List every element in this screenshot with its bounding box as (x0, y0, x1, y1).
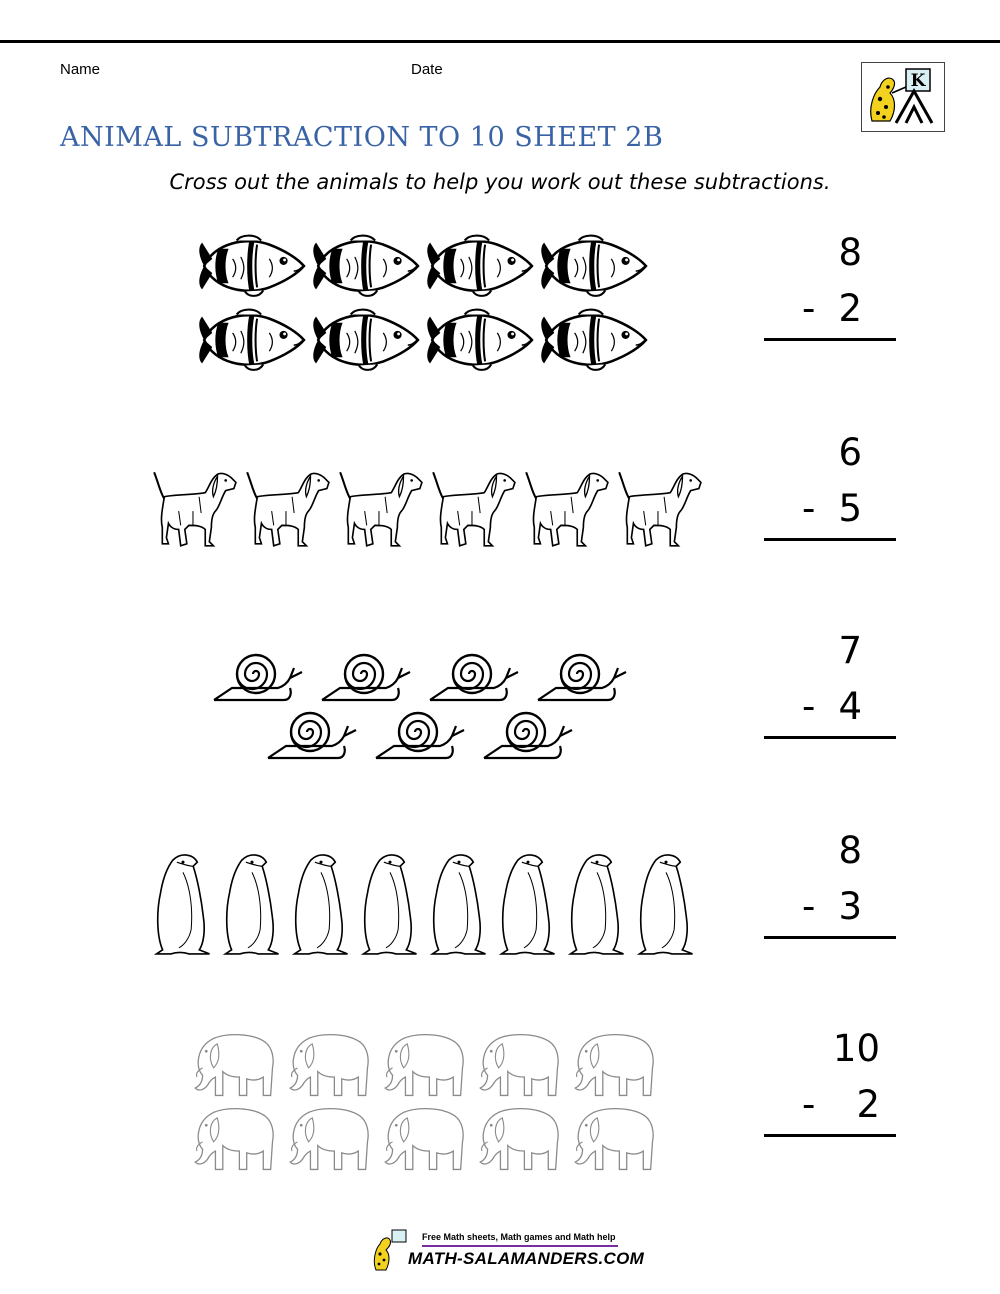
fish-icon (199, 310, 304, 370)
penguin-icon (363, 855, 416, 954)
subtrahend: 4 (838, 685, 862, 728)
minuend: 10 (832, 1027, 880, 1070)
subtraction-3 (764, 629, 896, 742)
minus-sign: - (802, 885, 816, 928)
dog-icon (247, 472, 329, 546)
elephant-icon (385, 1035, 463, 1096)
subtrahend: 2 (856, 1083, 880, 1126)
penguin-icon (570, 855, 623, 954)
fish-group (196, 234, 656, 376)
instructions: Cross out the animals to help you work out these subtractions. (169, 170, 831, 194)
fish-icon (427, 310, 532, 370)
subtrahend: 2 (838, 287, 862, 330)
problem-4 (0, 826, 1000, 986)
answer-line (764, 736, 896, 739)
dog-icon (154, 472, 236, 546)
snail-icon (484, 713, 572, 758)
minus-sign: - (802, 1083, 816, 1126)
problem-1 (0, 228, 1000, 388)
elephant-icon (385, 1109, 463, 1170)
penguin-icon (639, 855, 692, 954)
penguin-icon (294, 855, 347, 954)
elephant-icon (575, 1035, 653, 1096)
math-salamanders-logo (861, 62, 945, 132)
snail-icon (430, 655, 518, 700)
name-label: Name (60, 61, 101, 78)
penguin-icon (432, 855, 485, 954)
problem-2 (0, 428, 1000, 588)
minuend: 7 (838, 629, 862, 672)
dog-group (148, 464, 708, 554)
penguin-icon (501, 855, 554, 954)
snail-icon (538, 655, 626, 700)
problem-3 (0, 626, 1000, 786)
elephant-icon (290, 1035, 368, 1096)
penguin-icon (156, 855, 209, 954)
fish-icon (541, 236, 646, 296)
elephant-icon (480, 1035, 558, 1096)
answer-line (764, 538, 896, 541)
footer-rule (422, 1245, 618, 1247)
answer-line (764, 338, 896, 341)
dog-icon (526, 472, 608, 546)
subtrahend: 5 (838, 487, 862, 530)
elephant-group (186, 1030, 666, 1180)
snail-icon (268, 713, 356, 758)
minus-sign: - (802, 287, 816, 330)
fish-icon (199, 236, 304, 296)
snail-icon (376, 713, 464, 758)
snail-icon (214, 655, 302, 700)
subtrahend: 3 (838, 885, 862, 928)
top-rule (0, 40, 1000, 43)
dog-icon (433, 472, 515, 546)
logo-letter: K (910, 71, 926, 91)
salamander-icon (370, 1228, 410, 1274)
fish-icon (427, 236, 532, 296)
problem-5 (0, 1026, 1000, 1186)
answer-line (764, 1134, 896, 1137)
fish-icon (313, 310, 418, 370)
elephant-icon (195, 1109, 273, 1170)
minuend: 8 (838, 829, 862, 872)
minuend: 6 (838, 431, 862, 474)
elephant-icon (290, 1109, 368, 1170)
dog-icon (340, 472, 422, 546)
page-title: ANIMAL SUBTRACTION TO 10 SHEET 2B (60, 122, 664, 153)
date-label: Date (411, 61, 443, 78)
snail-group (212, 652, 642, 764)
footer-logo (370, 1228, 645, 1274)
penguin-group (152, 854, 704, 960)
fish-icon (313, 236, 418, 296)
subtraction-2 (764, 431, 896, 544)
minuend: 8 (838, 231, 862, 274)
footer-tagline: Free Math sheets, Math games and Math help (422, 1232, 616, 1242)
minus-sign: - (802, 487, 816, 530)
snail-icon (322, 655, 410, 700)
elephant-icon (195, 1035, 273, 1096)
answer-line (764, 936, 896, 939)
fish-icon (541, 310, 646, 370)
minus-sign: - (802, 685, 816, 728)
penguin-icon (225, 855, 278, 954)
dog-icon (619, 472, 701, 546)
elephant-icon (575, 1109, 653, 1170)
elephant-icon (480, 1109, 558, 1170)
footer-site-name: MATH-SALAMANDERS.COM (408, 1249, 645, 1268)
subtraction-5 (764, 1027, 896, 1140)
subtraction-4 (764, 829, 896, 942)
subtraction-1 (764, 231, 896, 344)
